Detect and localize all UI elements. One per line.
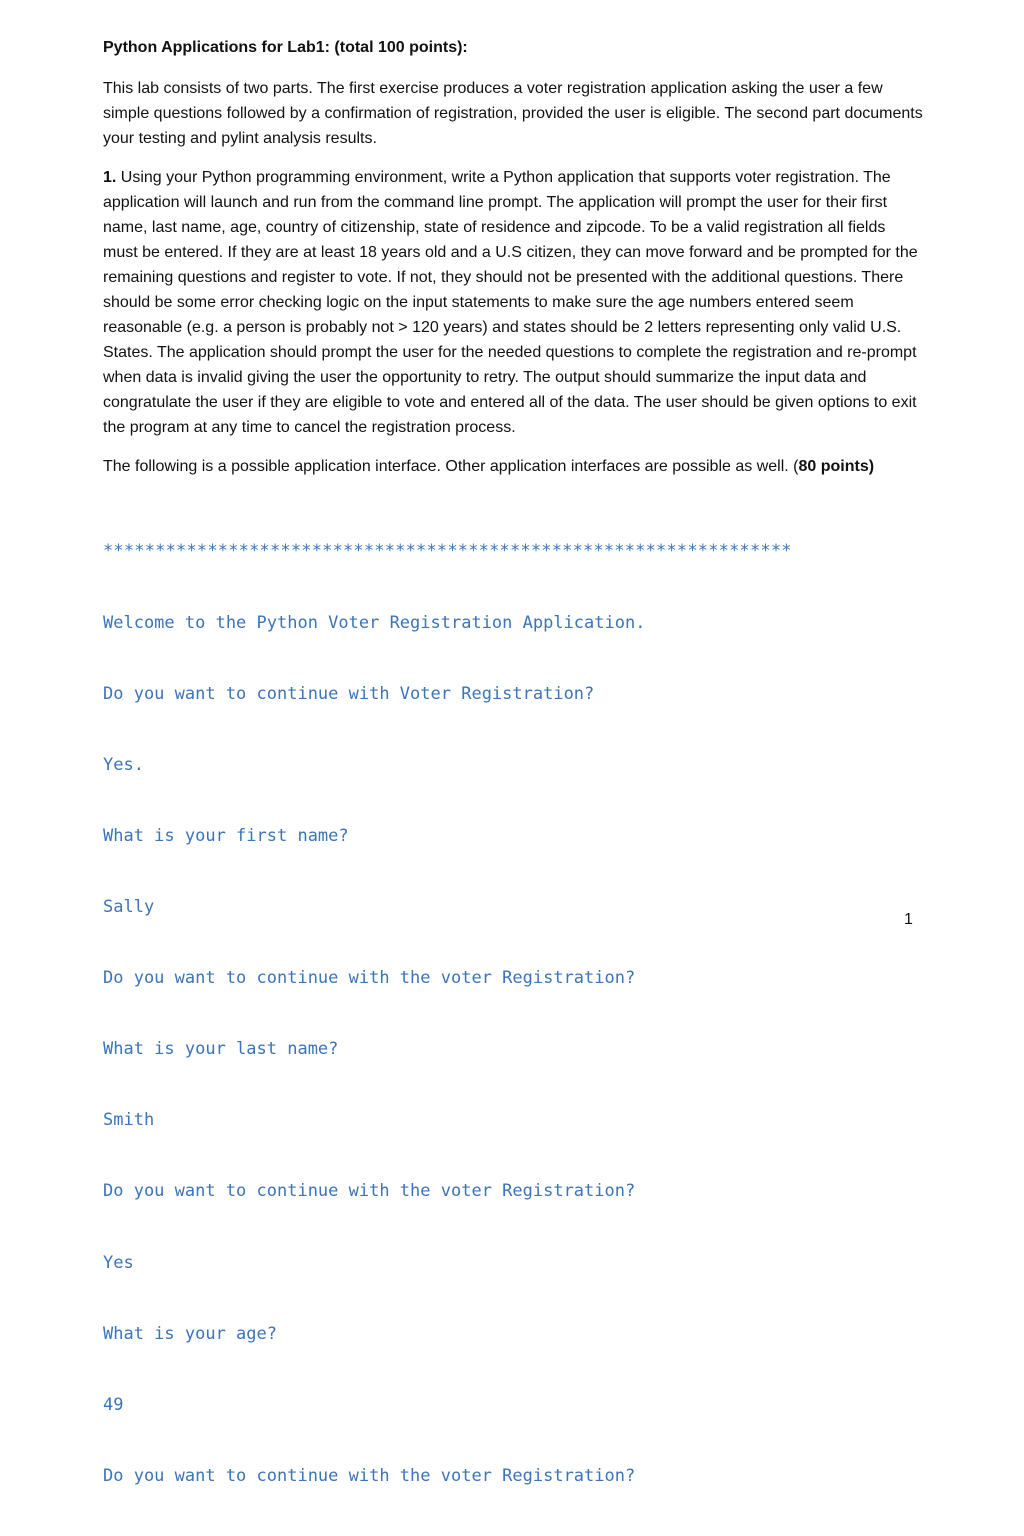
console-line: Welcome to the Python Voter Registration Application.: [103, 612, 646, 633]
console-line: Do you want to continue with the voter Registration?: [103, 968, 636, 989]
document-page: [103, 36, 923, 1536]
interface-note-paragraph: [103, 454, 923, 479]
console-line: Sally: [103, 896, 155, 917]
console-line: 49: [103, 1394, 124, 1415]
document-title: Python Applications for Lab1: (total 100 points):: [103, 39, 468, 56]
part1-text: Using your Python programming environment, write a Python application that supports voter registration. The application will launch and run from the command line prompt. The application will prompt the user for their first name, last name, age, country of citizenship, state of residence and zipcode. To be a valid registration all fields must be entered. If they are at least 18 years old and a U.S citizen, they can move forward and be prompted for the remaining questions and register to vote. If not, they should not be presented with the additional questions. There should be some error checking logic on the input statements to make sure the age numbers entered seem reasonable (e.g. a person is probably not > 120 years) and states should be 2 letters representing only valid U.S. States. The application should prompt the user for the needed questions to complete the registration and re-prompt when data is invalid giving the user the opportunity to retry. The output should summarize the input data and congratulate the user if they are eligible to vote and entered all of the data. The user should be given options to exit the program at any time to cancel the registration process.: [103, 169, 918, 436]
interface-note-text: The following is a possible application interface. Other application interfaces are possible as well. (: [103, 458, 799, 475]
interface-note-points: 80 points): [798, 458, 875, 475]
console-line: What is your first name?: [103, 825, 349, 846]
console-line: Yes.: [103, 754, 144, 775]
console-line: What is your last name?: [103, 1039, 339, 1060]
part1-paragraph: [103, 165, 923, 440]
sample-interface: [103, 493, 923, 1536]
console-line: Do you want to continue with the voter Registration?: [103, 1181, 636, 1202]
console-line: What is your age?: [103, 1323, 277, 1344]
page-number: 1: [904, 911, 913, 928]
separator-line: ******************************************************************: [103, 541, 792, 562]
console-line: Do you want to continue with Voter Registration?: [103, 683, 595, 704]
intro-paragraph: This lab consists of two parts. The first exercise produces a voter registration application asking the user a few simple questions followed by a confirmation of registration, provided the user is eligible. The second part documents your testing and pylint analysis results.: [103, 80, 923, 147]
part1-number: 1.: [103, 169, 117, 186]
console-line: Do you want to continue with the voter Registration?: [103, 1465, 636, 1486]
console-line: Yes: [103, 1252, 134, 1273]
console-line: Smith: [103, 1110, 155, 1131]
